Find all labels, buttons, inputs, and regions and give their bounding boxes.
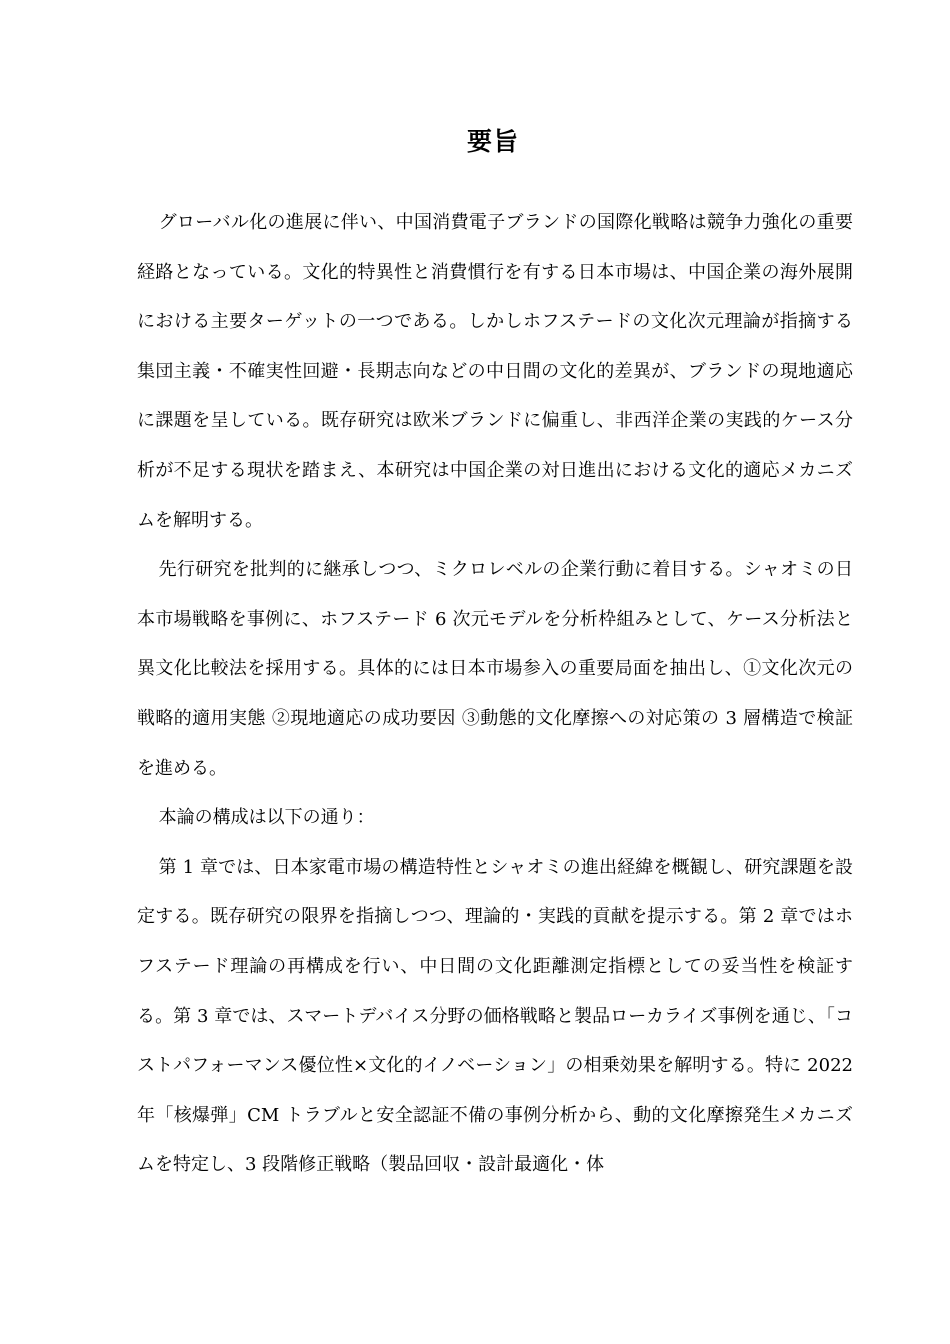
paragraph-3: 本論の構成は以下の通り： [158,807,375,829]
abstract-body [137,198,853,1190]
paragraph-4: 第 1 章では、日本家電市場の構造特性とシャオミの進出経緯を概観し、研究課題を設定する。既存研究の限界を指摘しつつ、理論的・実践的貢献を提示する。第 2 章ではホフステード理論の再構成を行い、中日間の文化距離測定指標としての妥当性を検証する。第 3 章では、スマートデバイス分野の価格戦略と製品ローカライズ事例を通じ、「コストパフォーマンス優位性×文化的イノベーション」の相乗効果を解明する。特に 2022 年「核爆弾」CM トラブルと安全認証不備の事例分析から、動的文化摩擦発生メカニズムを特定し、3 段階修正戦略（製品回収・設計最適化・体 [137,856,853,1176]
paragraph-2: 先行研究を批判的に継承しつつ、ミクロレベルの企業行動に着目する。シャオミの日本市場戦略を事例に、ホフステード 6 次元モデルを分析枠組みとして、ケース分析法と異文化比較法を採用する。具体的には日本市場参入の重要局面を抽出し、①文化次元の戦略的適用実態 ②現地適応の成功要因 ③動態的文化摩擦への対応策の 3 層構造で検証を進める。 [137,559,853,779]
page-title: 要旨 [466,127,519,156]
paragraph-1: グローバル化の進展に伴い、中国消費電子ブランドの国際化戦略は競争力強化の重要経路となっている。文化的特異性と消費慣行を有する日本市場は、中国企業の海外展開における主要ターゲットの一つである。しかしホフステードの文化次元理論が指摘する集団主義・不確実性回避・長期志向などの中日間の文化的差異が、ブランドの現地適応に課題を呈している。既存研究は欧米ブランドに偏重し、非西洋企業の実践的ケース分析が不足する現状を踏まえ、本研究は中国企業の対日進出における文化的適応メカニズムを解明する。 [137,212,853,531]
